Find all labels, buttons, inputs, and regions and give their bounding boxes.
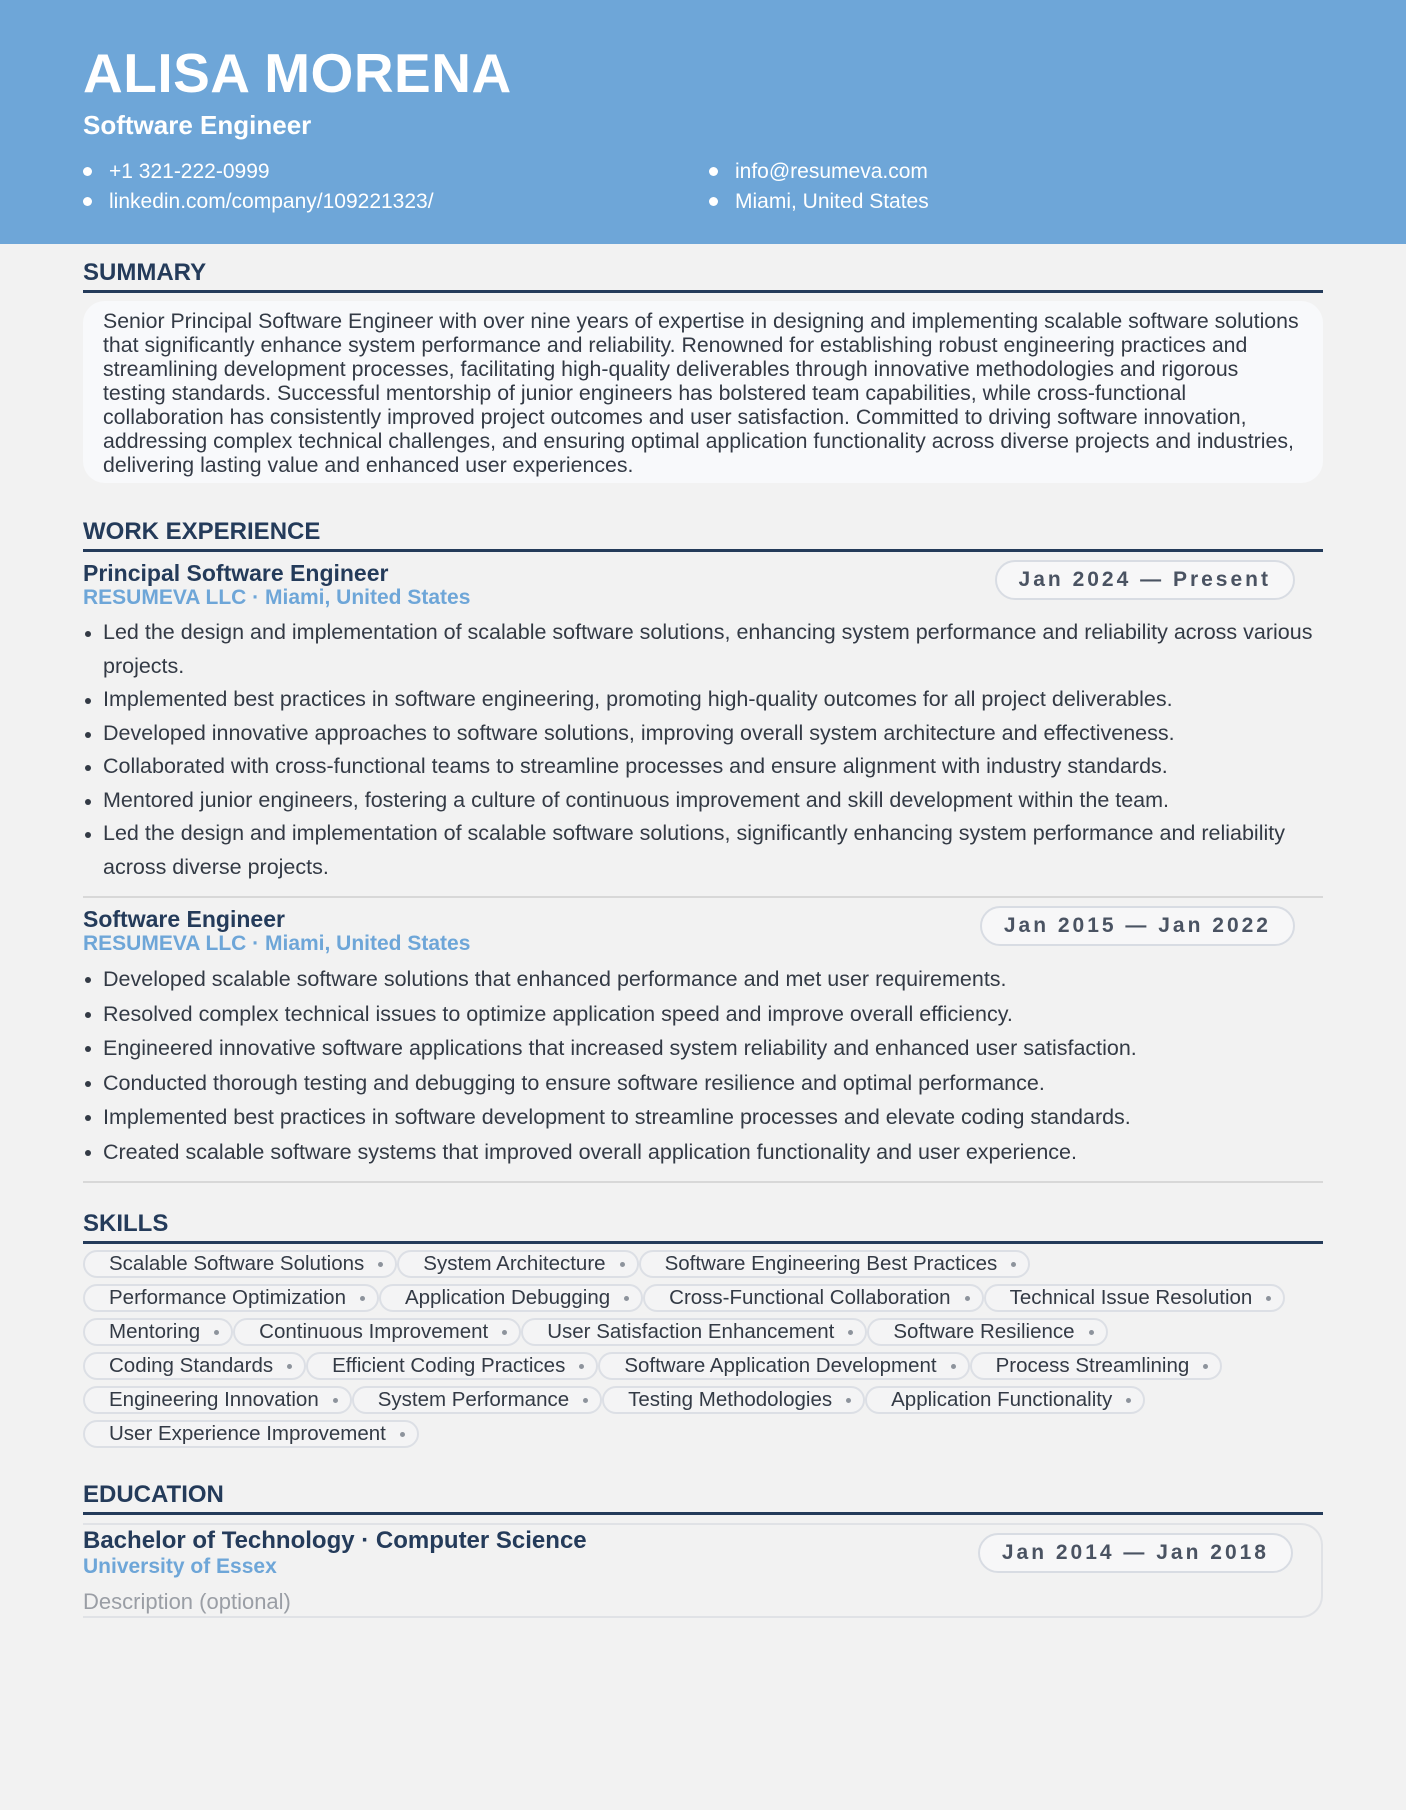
list-item: Led the design and implementation of scalable software solutions, enhancing system performance and reliability across various projects.: [103, 616, 1323, 683]
skill-chip: [865, 1386, 1145, 1414]
experience-section: [83, 517, 1323, 1183]
dot-icon: [400, 1432, 405, 1437]
dot-icon: [624, 1296, 629, 1301]
phone-text: +1 321-222-0999: [109, 160, 270, 183]
skill-label: Engineering Innovation: [109, 1388, 319, 1411]
skill-label: Coding Standards: [109, 1354, 274, 1377]
skill-chip: [867, 1318, 1107, 1346]
dot-icon: [965, 1296, 970, 1301]
linkedin-text[interactable]: linkedin.com/company/109221323/: [109, 190, 434, 213]
candidate-title: Software Engineer: [83, 110, 312, 140]
skill-chip: [83, 1284, 379, 1312]
skill-label: User Satisfaction Enhancement: [547, 1320, 835, 1343]
skill-label: Software Resilience: [893, 1320, 1075, 1343]
contact-email[interactable]: [709, 159, 1209, 184]
dot-icon: [848, 1330, 853, 1335]
divider: [83, 1181, 1323, 1183]
email-text[interactable]: info@resumeva.com: [735, 160, 928, 183]
dot-icon: [1089, 1330, 1094, 1335]
list-item: Engineered innovative software applications that increased system reliability and enhanced user satisfaction.: [103, 1031, 1323, 1066]
list-item: Conducted thorough testing and debugging to ensure software resilience and optimal performance.: [103, 1066, 1323, 1101]
list-item: Developed scalable software solutions that enhanced performance and met user requirements.: [103, 962, 1323, 997]
dot-icon: [214, 1330, 219, 1335]
skill-chip: [639, 1250, 1031, 1278]
skill-label: Efficient Coding Practices: [332, 1354, 566, 1377]
skill-chip: [598, 1352, 969, 1380]
contact-phone: [83, 159, 709, 184]
section-heading-education: EDUCATION: [83, 1480, 1323, 1515]
contact-list: [83, 159, 1323, 214]
skill-label: Continuous Improvement: [259, 1320, 489, 1343]
list-item: Collaborated with cross-functional teams to streamline processes and ensure alignment with industry standards.: [103, 750, 1323, 784]
education-degree: Bachelor of Technology · Computer Science: [83, 1527, 587, 1554]
skill-chip: [379, 1284, 643, 1312]
skill-label: Cross-Functional Collaboration: [669, 1286, 951, 1309]
skill-chip: [83, 1386, 352, 1414]
skills-list: [83, 1250, 1323, 1448]
skill-chip: [352, 1386, 602, 1414]
job-company: RESUMEVA LLC · Miami, United States: [83, 586, 471, 609]
skill-chip: [83, 1250, 397, 1278]
education-description[interactable]: Description (optional): [83, 1589, 291, 1614]
contact-linkedin[interactable]: [83, 189, 709, 214]
section-heading-skills: SKILLS: [83, 1209, 1323, 1244]
summary-text: Senior Principal Software Engineer with over nine years of expertise in designing and implementing scalable software solutions that significantly enhance system performance and reliability. Renowned for establishing robust engineering practices and streamlining development processes, facilitating high-quality deliverables through innovative methodologies and rigorous testing standards. Successful mentorship of junior engineers has bolstered team capabilities, while cross-functional collaboration has consistently improved project outcomes and user satisfaction. Committed to driving software innovation, addressing complex technical challenges, and ensuring optimal application functionality across diverse projects and industries, delivering lasting value and enhanced user experiences.: [83, 301, 1323, 483]
dot-icon: [846, 1398, 851, 1403]
skill-chip: [233, 1318, 521, 1346]
dot-icon: [579, 1364, 584, 1369]
skill-label: Testing Methodologies: [628, 1388, 833, 1411]
skill-chip: [83, 1420, 419, 1448]
section-heading-summary: SUMMARY: [83, 258, 1323, 293]
resume-body: [0, 244, 1406, 1618]
skill-label: Software Application Development: [624, 1354, 937, 1377]
skill-chip: [306, 1352, 598, 1380]
job-entry: [83, 552, 1323, 884]
dot-icon: [378, 1262, 383, 1267]
bullet-icon: [709, 167, 718, 176]
bullet-icon: [83, 167, 92, 176]
job-bullets: [83, 616, 1323, 884]
skill-chip: [83, 1318, 233, 1346]
skill-label: Scalable Software Solutions: [109, 1252, 365, 1275]
skill-chip: [83, 1352, 306, 1380]
skill-label: Process Streamlining: [995, 1354, 1190, 1377]
job-bullets: [83, 962, 1323, 1169]
list-item: Led the design and implementation of scalable software solutions, significantly enhancing system performance and reliability across diverse projects.: [103, 817, 1323, 884]
skill-chip: [602, 1386, 865, 1414]
education-dates-badge: Jan 2014 — Jan 2018: [978, 1533, 1293, 1573]
dot-icon: [1126, 1398, 1131, 1403]
resume-header: [0, 0, 1406, 244]
education-section: [83, 1480, 1323, 1618]
job-dates-badge: Jan 2024 — Present: [995, 560, 1295, 600]
list-item: Resolved complex technical issues to optimize application speed and improve overall efficiency.: [103, 997, 1323, 1032]
skill-chip: [984, 1284, 1286, 1312]
dot-icon: [287, 1364, 292, 1369]
job-dates-badge: Jan 2015 — Jan 2022: [980, 906, 1295, 946]
education-entry: [83, 1523, 1323, 1618]
skill-label: Mentoring: [109, 1320, 201, 1343]
list-item: Created scalable software systems that improved overall application functionality and user experience.: [103, 1135, 1323, 1170]
skill-chip: [970, 1352, 1223, 1380]
candidate-name: ALISA MORENA: [83, 42, 512, 104]
job-title: Software Engineer: [83, 906, 285, 932]
list-item: Developed innovative approaches to software solutions, improving overall system architecture and effectiveness.: [103, 717, 1323, 751]
list-item: Implemented best practices in software engineering, promoting high-quality outcomes for all project deliverables.: [103, 683, 1323, 717]
skill-chip: [643, 1284, 983, 1312]
dot-icon: [583, 1398, 588, 1403]
summary-section: [83, 258, 1323, 483]
dot-icon: [1266, 1296, 1271, 1301]
skill-label: System Performance: [377, 1388, 570, 1411]
dot-icon: [951, 1364, 956, 1369]
job-entry: [83, 898, 1323, 1169]
dot-icon: [502, 1330, 507, 1335]
skill-label: Technical Issue Resolution: [1009, 1286, 1253, 1309]
skill-label: Application Functionality: [891, 1388, 1113, 1411]
skills-section: [83, 1209, 1323, 1448]
location-text: Miami, United States: [735, 190, 929, 213]
section-heading-experience: WORK EXPERIENCE: [83, 517, 1323, 552]
skill-chip: [521, 1318, 867, 1346]
list-item: Mentored junior engineers, fostering a culture of continuous improvement and skill development within the team.: [103, 784, 1323, 818]
list-item: Implemented best practices in software development to streamline processes and elevate coding standards.: [103, 1100, 1323, 1135]
contact-location: [709, 189, 1209, 214]
job-title: Principal Software Engineer: [83, 560, 389, 586]
skill-label: User Experience Improvement: [109, 1422, 386, 1445]
dot-icon: [620, 1262, 625, 1267]
bullet-icon: [709, 197, 718, 206]
skill-label: Application Debugging: [404, 1286, 611, 1309]
dot-icon: [360, 1296, 365, 1301]
dot-icon: [1203, 1364, 1208, 1369]
job-company: RESUMEVA LLC · Miami, United States: [83, 932, 471, 955]
dot-icon: [1011, 1262, 1016, 1267]
skill-label: System Architecture: [423, 1252, 606, 1275]
dot-icon: [333, 1398, 338, 1403]
skill-chip: [397, 1250, 638, 1278]
education-school: University of Essex: [83, 1555, 277, 1578]
bullet-icon: [83, 197, 92, 206]
skill-label: Software Engineering Best Practices: [664, 1252, 998, 1275]
skill-label: Performance Optimization: [109, 1286, 346, 1309]
